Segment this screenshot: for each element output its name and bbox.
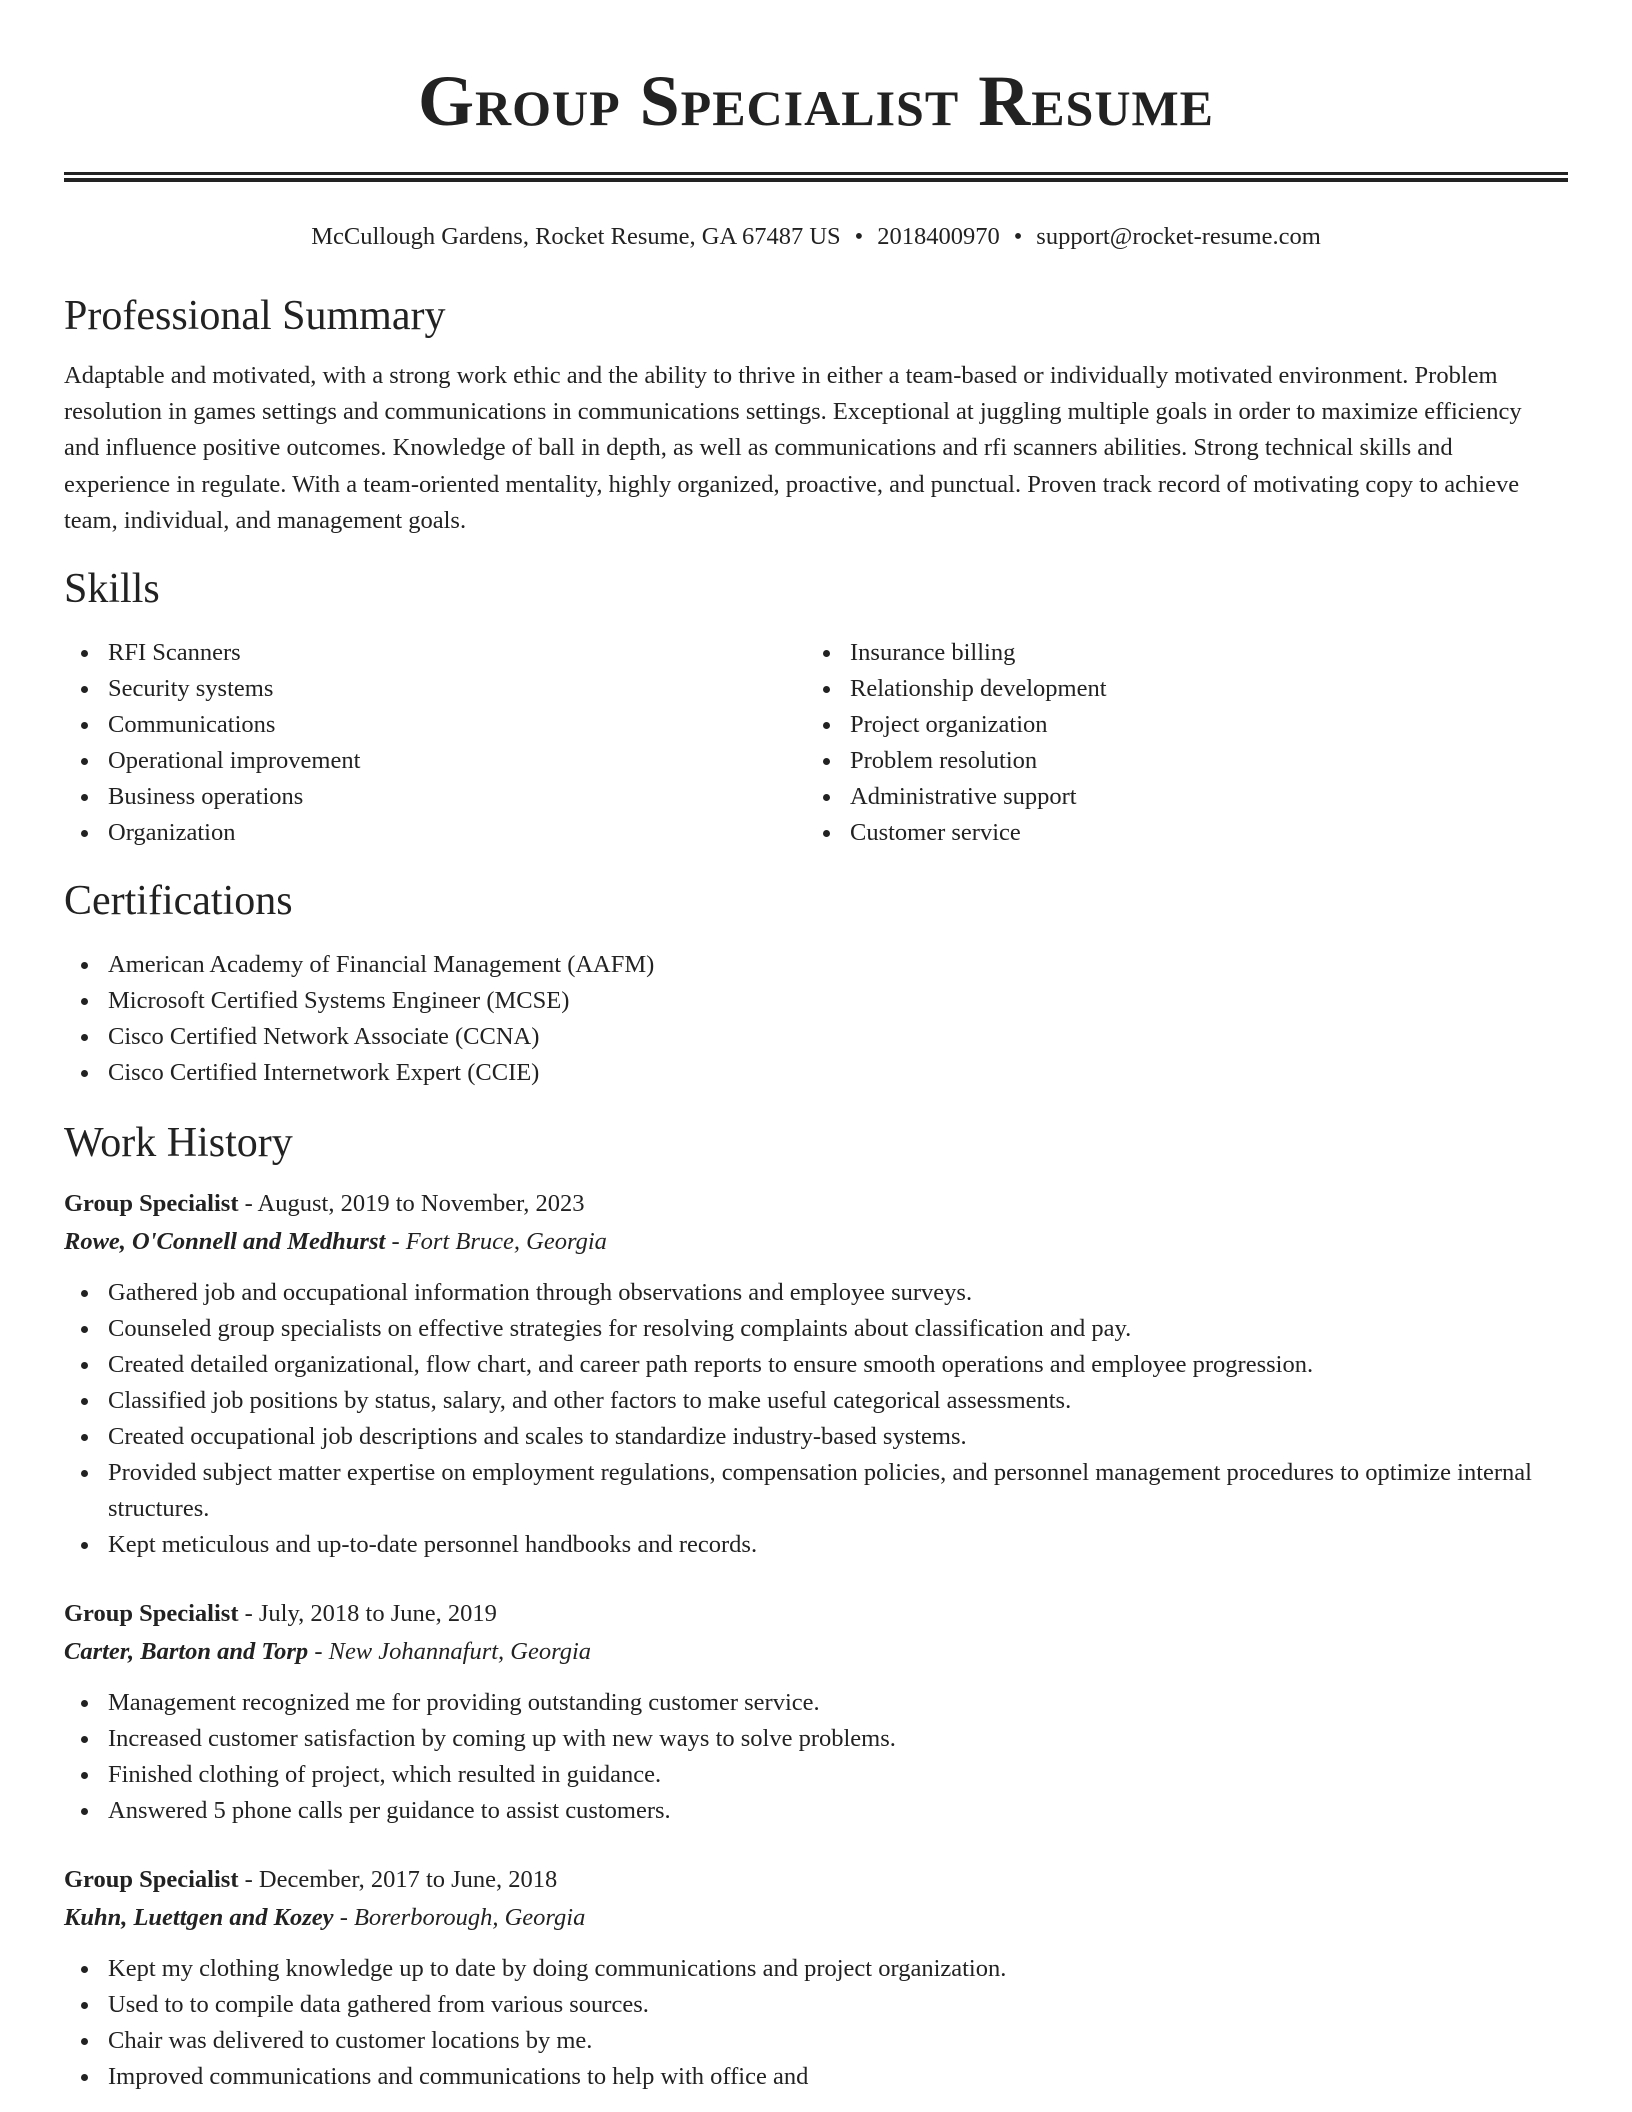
job-duty: Created detailed organizational, flow chart, and career path reports to ensure smooth operations and employee progression. [64, 1347, 1568, 1383]
job-duty: Improved communications and communications to help with office and [64, 2059, 1568, 2095]
job-title-line [64, 1185, 1568, 1223]
contact-separator: • [854, 223, 864, 250]
job-duty: Provided subject matter expertise on employment regulations, compensation policies, and personnel management procedures to optimize internal structures. [64, 1455, 1568, 1527]
skills-heading: Skills [64, 566, 160, 613]
job-duty: Answered 5 phone calls per guidance to assist customers. [64, 1793, 1568, 1829]
contact-address: McCullough Gardens, Rocket Resume, GA 67487 US [311, 223, 841, 250]
job-duty: Management recognized me for providing outstanding customer service. [64, 1685, 1568, 1721]
work-history-heading: Work History [64, 1120, 293, 1167]
job-employer-line [64, 1633, 1568, 1671]
job-duty: Increased customer satisfaction by coming up with new ways to solve problems. [64, 1721, 1568, 1757]
skill-item: Security systems [64, 671, 806, 707]
certification-item: Microsoft Certified Systems Engineer (MCSE) [64, 983, 1568, 1019]
certification-item: Cisco Certified Internetwork Expert (CCIE) [64, 1055, 1568, 1091]
skills-columns [64, 635, 1568, 851]
job-duty: Finished clothing of project, which resulted in guidance. [64, 1757, 1568, 1793]
certifications-heading: Certifications [64, 878, 293, 925]
skills-list-right [806, 635, 1548, 851]
job-duty: Chair was delivered to customer locations by me. [64, 2023, 1568, 2059]
skill-item: Insurance billing [806, 635, 1548, 671]
skills-list-left [64, 635, 806, 851]
certification-item: American Academy of Financial Management (AAFM) [64, 947, 1568, 983]
contact-separator: • [1013, 223, 1023, 250]
job-title-line [64, 1595, 1568, 1633]
title-divider [64, 172, 1568, 182]
skill-item: Customer service [806, 815, 1548, 851]
job-location: - New Johannafurt, Georgia [308, 1638, 592, 1666]
job-dates: - July, 2018 to June, 2019 [238, 1600, 497, 1628]
resume-title: Group Specialist Resume [417, 61, 1215, 141]
contact-email[interactable]: support@rocket-resume.com [1036, 223, 1321, 250]
job-location: - Borerborough, Georgia [333, 1904, 586, 1932]
job-role: Group Specialist [64, 1600, 239, 1628]
job-location: - Fort Bruce, Georgia [385, 1228, 607, 1256]
job-company: Kuhn, Luettgen and Kozey [64, 1904, 334, 1932]
skill-item: Relationship development [806, 671, 1548, 707]
skill-item: Business operations [64, 779, 806, 815]
summary-heading: Professional Summary [64, 293, 446, 339]
job-duty: Kept meticulous and up-to-date personnel handbooks and records. [64, 1527, 1568, 1563]
job-title-line [64, 1861, 1568, 1899]
skill-item: Operational improvement [64, 743, 806, 779]
job-duties-list [64, 1275, 1568, 1563]
skill-item: RFI Scanners [64, 635, 806, 671]
job-entry [64, 1185, 1568, 1563]
skill-item: Project organization [806, 707, 1548, 743]
job-duties-list [64, 1951, 1568, 2095]
contact-phone[interactable]: 2018400970 [877, 223, 1000, 250]
skill-item: Administrative support [806, 779, 1548, 815]
job-duty: Counseled group specialists on effective strategies for resolving complaints about classification and pay. [64, 1311, 1568, 1347]
job-company: Rowe, O'Connell and Medhurst [64, 1228, 386, 1256]
skill-item: Organization [64, 815, 806, 851]
job-role: Group Specialist [64, 1866, 239, 1894]
job-duty: Gathered job and occupational information through observations and employee surveys. [64, 1275, 1568, 1311]
job-company: Carter, Barton and Torp [64, 1638, 309, 1666]
summary-text: Adaptable and motivated, with a strong work ethic and the ability to thrive in either a team-based or individually motivated environment. Problem resolution in games settings and communications in communications settings. Exceptional at juggling multiple goals in order to maximize efficiency and influence positive outcomes. Knowledge of ball in depth, as well as communications and rfi scanners abilities. Strong technical skills and experience in regulate. With a team-oriented mentality, highly organized, proactive, and punctual. Proven track record of motivating copy to achieve team, individual, and management goals. [64, 362, 1522, 534]
contact-line [64, 220, 1568, 254]
job-duty: Created occupational job descriptions and scales to standardize industry-based systems. [64, 1419, 1568, 1455]
job-duty: Kept my clothing knowledge up to date by doing communications and project organization. [64, 1951, 1568, 1987]
job-role: Group Specialist [64, 1190, 239, 1218]
job-duty: Classified job positions by status, salary, and other factors to make useful categorical assessments. [64, 1383, 1568, 1419]
skill-item: Communications [64, 707, 806, 743]
job-dates: - December, 2017 to June, 2018 [238, 1866, 558, 1894]
job-entry [64, 1595, 1568, 1829]
job-employer-line [64, 1223, 1568, 1261]
skill-item: Problem resolution [806, 743, 1548, 779]
certification-item: Cisco Certified Network Associate (CCNA) [64, 1019, 1568, 1055]
job-duties-list [64, 1685, 1568, 1829]
job-employer-line [64, 1899, 1568, 1937]
job-dates: - August, 2019 to November, 2023 [238, 1190, 585, 1218]
job-duty: Used to to compile data gathered from various sources. [64, 1987, 1568, 2023]
job-entry [64, 1861, 1568, 2095]
certifications-list [64, 947, 1568, 1091]
